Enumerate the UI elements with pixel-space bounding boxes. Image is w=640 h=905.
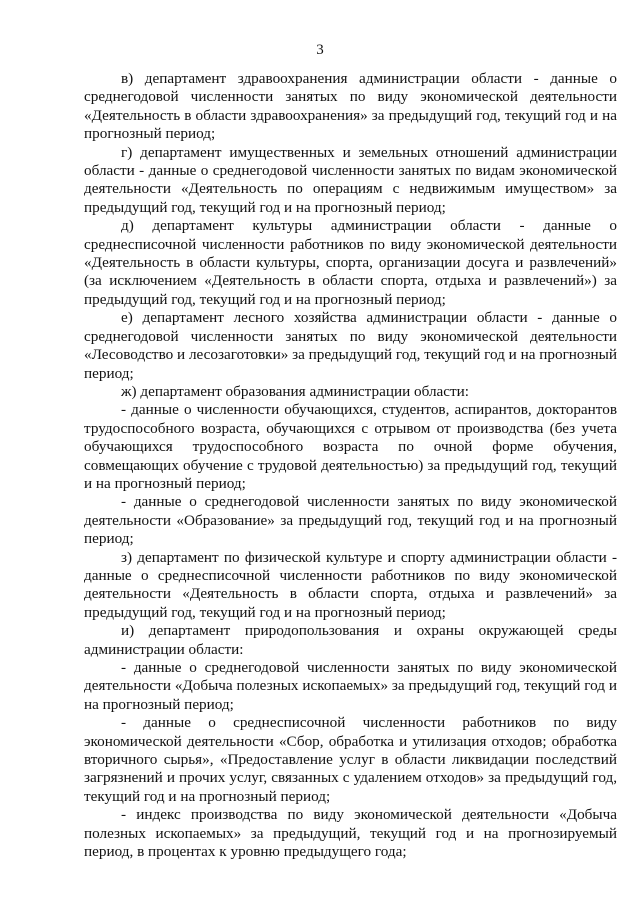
document-body — [84, 70, 617, 861]
paragraph-i-nature-department: и) департамент природопользования и охраны окружающей среды администрации области: — [84, 622, 617, 658]
page-number: 3 — [316, 42, 324, 58]
paragraph-v-health-department: в) департамент здравоохранения администрации области - данные о среднегодовой численности занятых по виду экономической деятельности «Деятельность в области здравоохранения» за предыдущий год, текущий год и на прогнозный период; — [84, 70, 617, 143]
list-item-mining-production-index: - индекс производства по виду экономической деятельности «Добыча полезных ископаемых» за предыдущий, текущий год и на прогнозируемый период, в процентах к уровню предыдущего года; — [84, 806, 617, 861]
paragraph-zh-education-department: ж) департамент образования администрации области: — [121, 382, 469, 400]
list-item-students-count: - данные о численности обучающихся, студентов, аспирантов, докторантов трудоспособного возраста, обучающихся с отрывом от производства (без учета обучающихся трудоспособного возраста по очной форме обучения, совмещающих обучение с трудовой деятельностью) за предыдущий год, текущий и на прогнозный период; — [84, 401, 617, 492]
paragraph-z-sports-department: з) департамент по физической культуре и спорту администрации области - данные о среднесписочной численности работников по виду экономической деятельности «Деятельность в области спорта, отдыха и развлечений» за предыдущий год, текущий год и на прогнозный период; — [84, 548, 617, 621]
list-item-mining-employment: - данные о среднегодовой численности занятых по виду экономической деятельности «Добыча полезных ископаемых» за предыдущий год, текущий год и на прогнозный период; — [84, 659, 617, 713]
list-item-waste-employment: - данные о среднесписочной численности работников по виду экономической деятельности «Сбор, обработка и утилизация отходов; обработка вторичного сырья», «Предоставление услуг в области ликвидации последствий загрязнений и прочих услуг, связанных с удалением отходов» за предыдущий год, текущий год и на прогнозный период; — [84, 714, 617, 805]
paragraph-d-culture-department: д) департамент культуры администрации области - данные о среднесписочной численности работников по виду экономической деятельности «Деятельность в области культуры, спорта, организации досуга и развлечений» (за исключением «Деятельность в области спорта, отдыха и развлечений») за предыдущий год, текущий год и на прогнозный период; — [84, 217, 617, 308]
paragraph-g-property-department: г) департамент имущественных и земельных отношений администрации области - данные о среднегодовой численности занятых по видам экономической деятельности «Деятельность по операциям с недвижимым имуществом» за предыдущий год, текущий год и на прогнозный период; — [84, 143, 617, 216]
list-item-education-employment: - данные о среднегодовой численности занятых по виду экономической деятельности «Образование» за предыдущий год, текущий год и на прогнозный период; — [84, 493, 617, 548]
paragraph-e-forestry-department: е) департамент лесного хозяйства администрации области - данные о среднегодовой численности занятых по виду экономической деятельности «Лесоводство и лесозаготовки» за предыдущий год, текущий год и на прогнозный период; — [84, 309, 617, 382]
